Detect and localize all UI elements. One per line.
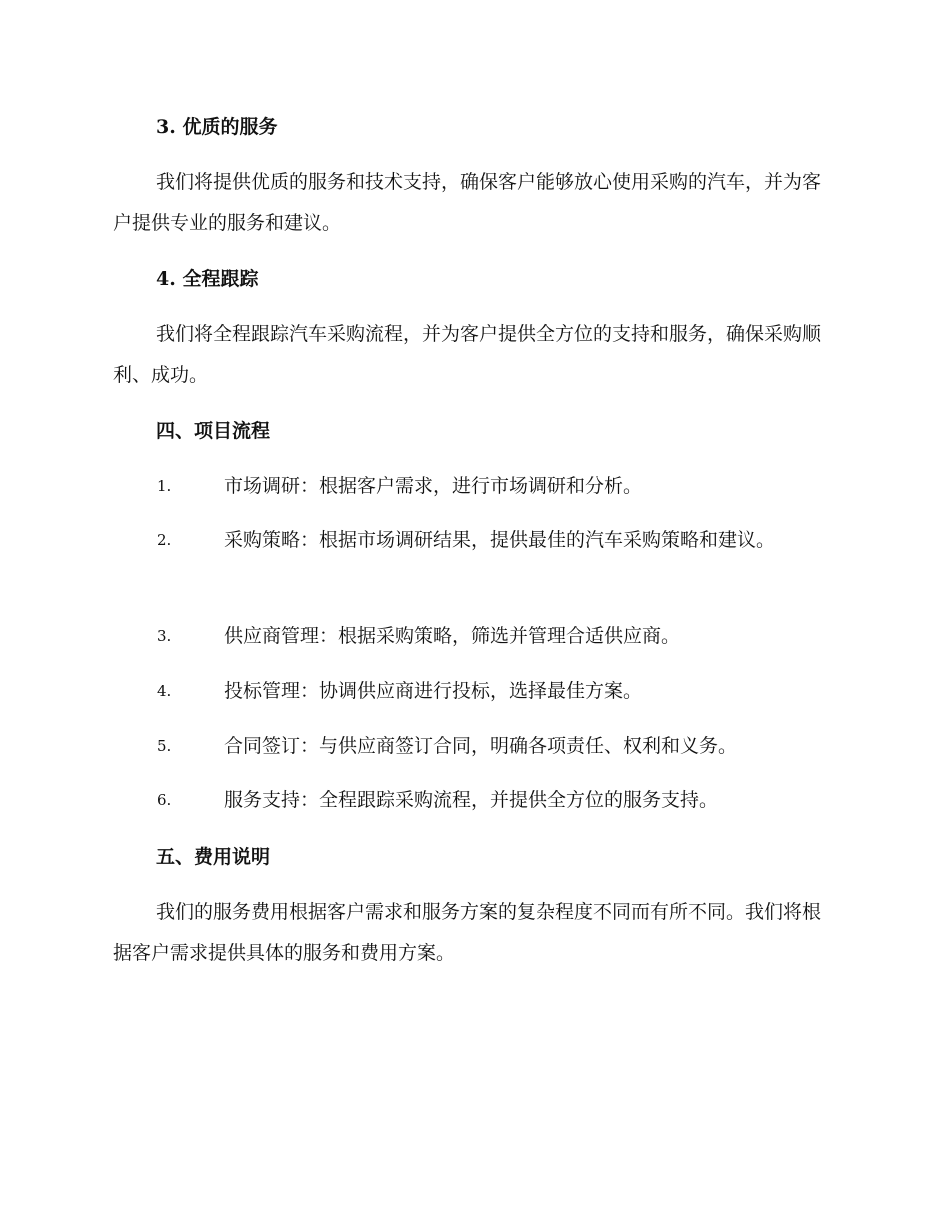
list-text: 合同签订：与供应商签订合同，明确各项责任、权利和义务。: [224, 735, 738, 757]
list-number: 4.: [157, 682, 172, 700]
list-number: 2.: [157, 531, 172, 549]
section-heading-fees: 五、费用说明: [156, 846, 271, 868]
paragraph-fees: 我们的服务费用根据客户需求和服务方案的复杂程度不同而有所不同。我们将根据客户需求提供具体的服务和费用方案。: [113, 901, 822, 964]
section-heading-full-tracking: 4. 全程跟踪: [156, 268, 259, 290]
list-number: 5.: [157, 737, 172, 755]
process-list-item: [113, 520, 835, 561]
paragraph-full-tracking: 我们将全程跟踪汽车采购流程，并为客户提供全方位的支持和服务，确保采购顺利、成功。: [113, 323, 822, 386]
list-number: 1.: [157, 477, 172, 495]
section-heading-project-process: 四、项目流程: [156, 420, 271, 442]
list-text: 服务支持：全程跟踪采购流程，并提供全方位的服务支持。: [224, 789, 719, 811]
list-text: 投标管理：协调供应商进行投标，选择最佳方案。: [224, 680, 643, 702]
process-list-item: [113, 671, 835, 712]
list-text: 采购策略：根据市场调研结果，提供最佳的汽车采购策略和建议。: [224, 529, 776, 551]
paragraph-quality-service: 我们将提供优质的服务和技术支持，确保客户能够放心使用采购的汽车，并为客户提供专业的服务和建议。: [113, 171, 822, 234]
process-list-item: [113, 726, 835, 767]
list-text: 市场调研：根据客户需求，进行市场调研和分析。: [224, 475, 643, 497]
process-list-item: [113, 466, 835, 507]
section-heading-quality-service: 3. 优质的服务: [156, 116, 278, 138]
list-number: 3.: [157, 627, 172, 645]
list-text: 供应商管理：根据采购策略，筛选并管理合适供应商。: [224, 625, 681, 647]
process-list-item: [113, 616, 835, 657]
list-number: 6.: [157, 791, 172, 809]
process-list-item: [113, 780, 835, 821]
